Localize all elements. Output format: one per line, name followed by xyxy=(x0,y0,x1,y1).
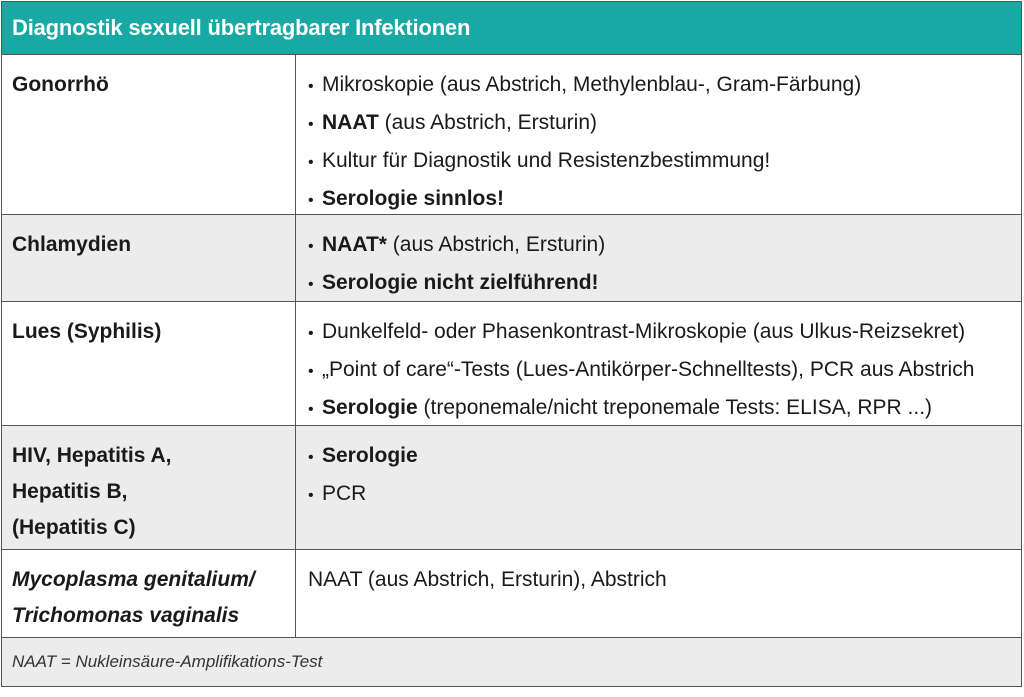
table-row-gonorrhoe xyxy=(2,55,1021,215)
row-label xyxy=(2,215,296,301)
list-item: • NAAT (aus Abstrich, Ersturin) xyxy=(308,105,1009,143)
row-label-line: (Hepatitis C) xyxy=(12,516,136,539)
list-item: • Serologie xyxy=(308,438,1009,476)
table-row-mycoplasma-trichomonas xyxy=(2,550,1021,638)
row-label xyxy=(2,302,296,425)
bullet-icon: • xyxy=(308,238,314,255)
list-item: • NAAT* (aus Abstrich, Ersturin) xyxy=(308,227,1009,265)
list-item: • Dunkelfeld- oder Phasenkontrast-Mikroskopie (aus Ulkus-Reizsekret) xyxy=(308,314,1009,352)
bullet-icon: • xyxy=(308,154,314,171)
row-label-line: Gonorrhö xyxy=(12,73,109,96)
bullet-icon: • xyxy=(308,401,314,418)
row-label xyxy=(2,550,296,637)
footnote: NAAT = Nukleinsäure-Amplifikations-Test xyxy=(2,638,1021,686)
table-row-hiv-hepatitis xyxy=(2,426,1021,550)
row-label-line: Lues (Syphilis) xyxy=(12,320,162,343)
bullet-icon: • xyxy=(308,116,314,133)
row-label xyxy=(2,55,296,214)
row-items xyxy=(296,302,1021,425)
table-row-lues xyxy=(2,302,1021,426)
bullet-icon: • xyxy=(308,276,314,293)
row-label-line: Hepatitis B, xyxy=(12,480,128,503)
row-items xyxy=(296,55,1021,214)
row-items xyxy=(296,550,1021,637)
list-item: • Serologie sinnlos! xyxy=(308,181,1009,219)
row-label-line: Mycoplasma genitalium/ xyxy=(12,568,255,591)
list-item: • „Point of care“-Tests (Lues-Antikörper-Schnelltests), PCR aus Abstrich xyxy=(308,352,1009,390)
plain-text: NAAT (aus Abstrich, Ersturin), Abstrich xyxy=(308,568,667,591)
bullet-icon: • xyxy=(308,449,314,466)
row-label-line: HIV, Hepatitis A, xyxy=(12,444,172,467)
bullet-icon: • xyxy=(308,363,314,380)
table-row-chlamydien xyxy=(2,215,1021,302)
row-label xyxy=(2,426,296,549)
bullet-icon: • xyxy=(308,325,314,342)
list-item: • Serologie nicht zielführend! xyxy=(308,265,1009,303)
list-item: • Serologie (treponemale/nicht treponemale Tests: ELISA, RPR ...) xyxy=(308,390,1009,428)
bullet-icon: • xyxy=(308,487,314,504)
diagnostics-table xyxy=(1,1,1022,687)
list-item: • Kultur für Diagnostik und Resistenzbestimmung! xyxy=(308,143,1009,181)
list-item: • PCR xyxy=(308,476,1009,514)
row-label-line: Chlamydien xyxy=(12,233,132,256)
row-items xyxy=(296,215,1021,301)
table-title: Diagnostik sexuell übertragbarer Infektionen xyxy=(2,2,1021,55)
bullet-icon: • xyxy=(308,192,314,209)
row-items xyxy=(296,426,1021,549)
bullet-icon: • xyxy=(308,78,314,95)
list-item: • Mikroskopie (aus Abstrich, Methylenblau-, Gram-Färbung) xyxy=(308,67,1009,105)
row-label-line: Trichomonas vaginalis xyxy=(12,604,240,627)
